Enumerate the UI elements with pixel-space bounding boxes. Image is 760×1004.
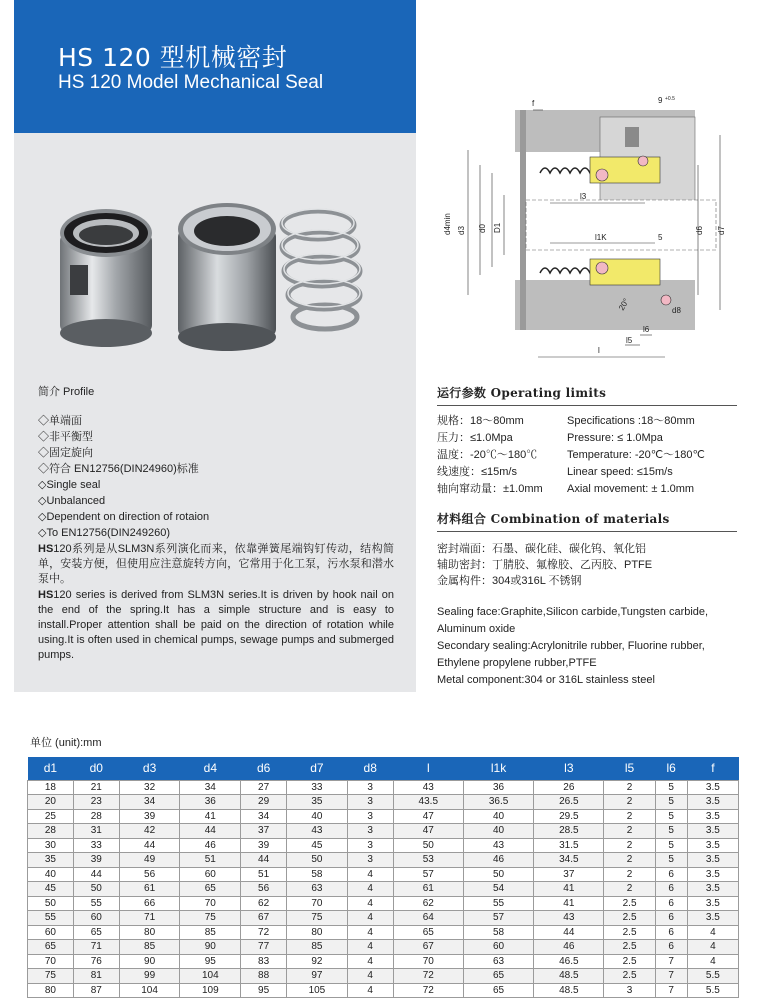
table-cell: 3.5 <box>687 911 738 926</box>
column-header: d4 <box>180 757 241 780</box>
table-cell: 72 <box>241 925 287 940</box>
column-header: l5 <box>604 757 655 780</box>
table-cell: 76 <box>73 954 119 969</box>
table-cell: 2.5 <box>604 925 655 940</box>
table-cell: 60 <box>463 940 533 955</box>
table-row <box>28 795 739 810</box>
table-cell: 39 <box>119 809 180 824</box>
table-cell: 43.5 <box>393 795 463 810</box>
table-cell: 44 <box>73 867 119 882</box>
table-cell: 5 <box>655 853 687 868</box>
material-en: Secondary sealing:Acrylonitrile rubber, Fluorine rubber, Ethylene propylene rubber,PTFE <box>437 640 705 669</box>
table-cell: 4 <box>347 940 393 955</box>
table-cell: 104 <box>180 969 241 984</box>
table-cell: 95 <box>180 954 241 969</box>
table-cell: 36 <box>463 780 533 795</box>
profile-item: ◇单端面 <box>38 415 82 427</box>
table-cell: 87 <box>73 983 119 998</box>
column-header: d3 <box>119 757 180 780</box>
table-cell: 65 <box>463 983 533 998</box>
op-en: Axial movement: ± 1.0mm <box>567 483 695 495</box>
table-cell: 7 <box>655 983 687 998</box>
table-cell: 4 <box>347 867 393 882</box>
label-D1: D1 <box>493 222 502 233</box>
material-en: Sealing face:Graphite,Silicon carbide,Tungsten carbide, Aluminum oxide <box>437 606 709 635</box>
table-cell: 44 <box>180 824 241 839</box>
table-cell: 50 <box>463 867 533 882</box>
table-cell: 27 <box>241 780 287 795</box>
product-photo <box>50 185 370 355</box>
table-cell: 4 <box>347 969 393 984</box>
table-cell: 46 <box>534 940 604 955</box>
profile-item: ◇Unbalanced <box>38 495 106 507</box>
table-cell: 92 <box>287 954 348 969</box>
table-row <box>28 954 739 969</box>
table-cell: 66 <box>119 896 180 911</box>
table-cell: 60 <box>73 911 119 926</box>
label-l6: l6 <box>643 325 650 334</box>
table-cell: 85 <box>287 940 348 955</box>
technical-drawing <box>430 95 730 365</box>
table-cell: 77 <box>241 940 287 955</box>
table-cell: 41 <box>534 896 604 911</box>
profile-item: ◇Dependent on direction of rotaion <box>38 511 210 523</box>
table-cell: 25 <box>28 809 74 824</box>
table-cell: 6 <box>655 896 687 911</box>
table-row <box>28 983 739 998</box>
table-cell: 85 <box>180 925 241 940</box>
table-cell: 71 <box>73 940 119 955</box>
table-cell: 40 <box>28 867 74 882</box>
table-cell: 5.5 <box>687 983 738 998</box>
table-cell: 65 <box>28 940 74 955</box>
profile-item: ◇Single seal <box>38 479 101 491</box>
table-cell: 63 <box>287 882 348 897</box>
table-cell: 20 <box>28 795 74 810</box>
table-cell: 3.5 <box>687 896 738 911</box>
table-cell: 3.5 <box>687 824 738 839</box>
op-cn: 规格：18～80mm <box>437 415 524 427</box>
profile-section <box>38 385 394 663</box>
table-cell: 37 <box>534 867 604 882</box>
label-d7: d7 <box>717 226 726 235</box>
table-cell: 72 <box>393 969 463 984</box>
table-cell: 95 <box>241 983 287 998</box>
desc-en-body: 120 series is derived from SLM3N series.It is driven by hook nail on the end of the spring.It has a simple structure and is easy to install.Proper attention shall be paid on the direction of rotation while using.It is often used in chemical pumps, sewage pumps and submerged pumps. <box>38 589 394 661</box>
table-cell: 2 <box>604 867 655 882</box>
table-cell: 47 <box>393 824 463 839</box>
materials-title: 材料组合 Combination of materials <box>437 510 737 532</box>
table-cell: 3 <box>347 853 393 868</box>
table-cell: 3 <box>347 838 393 853</box>
table-cell: 90 <box>119 954 180 969</box>
table-cell: 48.5 <box>534 983 604 998</box>
table-cell: 3 <box>347 809 393 824</box>
table-cell: 56 <box>241 882 287 897</box>
table-cell: 43 <box>534 911 604 926</box>
table-cell: 2 <box>604 809 655 824</box>
profile-item: ◇固定旋向 <box>38 447 93 459</box>
table-cell: 53 <box>393 853 463 868</box>
op-en: Linear speed: ≤15m/s <box>567 466 673 478</box>
table-cell: 40 <box>463 809 533 824</box>
table-cell: 4 <box>347 954 393 969</box>
table-cell: 4 <box>347 911 393 926</box>
op-cn: 温度：-20℃～180℃ <box>437 449 538 461</box>
table-cell: 2.5 <box>604 954 655 969</box>
table-cell: 29.5 <box>534 809 604 824</box>
label-l5: l5 <box>626 336 633 345</box>
table-row <box>28 853 739 868</box>
table-cell: 5.5 <box>687 969 738 984</box>
table-cell: 61 <box>119 882 180 897</box>
table-cell: 5 <box>655 780 687 795</box>
label-d0: d0 <box>478 224 487 233</box>
desc-cn-lead: HS <box>38 543 54 555</box>
unit-label: 单位 (unit):mm <box>30 737 102 749</box>
table-cell: 6 <box>655 867 687 882</box>
column-header: d1 <box>28 757 74 780</box>
table-cell: 23 <box>73 795 119 810</box>
table-cell: 3.5 <box>687 795 738 810</box>
table-cell: 70 <box>393 954 463 969</box>
column-header: f <box>687 757 738 780</box>
table-cell: 75 <box>287 911 348 926</box>
table-cell: 64 <box>393 911 463 926</box>
table-row <box>28 940 739 955</box>
table-cell: 70 <box>287 896 348 911</box>
table-cell: 28 <box>28 824 74 839</box>
table-cell: 70 <box>28 954 74 969</box>
table-cell: 75 <box>180 911 241 926</box>
table-cell: 5 <box>655 795 687 810</box>
table-cell: 6 <box>655 911 687 926</box>
table-cell: 46 <box>463 853 533 868</box>
table-cell: 43 <box>393 780 463 795</box>
column-header: d6 <box>241 757 287 780</box>
table-cell: 48.5 <box>534 969 604 984</box>
table-cell: 3.5 <box>687 809 738 824</box>
description-english <box>38 588 394 663</box>
table-cell: 4 <box>347 925 393 940</box>
table-cell: 34.5 <box>534 853 604 868</box>
table-row <box>28 780 739 795</box>
table-cell: 55 <box>463 896 533 911</box>
table-cell: 2.5 <box>604 911 655 926</box>
table-cell: 46.5 <box>534 954 604 969</box>
table-cell: 3 <box>347 824 393 839</box>
table-cell: 54 <box>463 882 533 897</box>
material-cn: 金属构件：304或316L 不锈钢 <box>437 575 582 587</box>
table-cell: 56 <box>119 867 180 882</box>
label-l: l <box>598 346 600 355</box>
table-cell: 28.5 <box>534 824 604 839</box>
desc-cn-body: 120系列是从SLM3N系列演化而来，依靠弹簧尾端钩钉传动，结构简单，安装方便，但使用应注意旋转方向，它常用于化工泵，污水泵和潜水泵中。 <box>38 543 394 585</box>
table-cell: 83 <box>241 954 287 969</box>
table-cell: 62 <box>241 896 287 911</box>
table-cell: 65 <box>393 925 463 940</box>
table-cell: 43 <box>287 824 348 839</box>
table-cell: 57 <box>393 867 463 882</box>
column-header: l3 <box>534 757 604 780</box>
table-cell: 37 <box>241 824 287 839</box>
table-cell: 90 <box>180 940 241 955</box>
table-cell: 5 <box>655 838 687 853</box>
table-cell: 44 <box>119 838 180 853</box>
table-cell: 70 <box>180 896 241 911</box>
table-cell: 60 <box>28 925 74 940</box>
label-l3: l3 <box>580 192 587 201</box>
op-en: Specifications :18～80mm <box>567 415 695 427</box>
table-cell: 26 <box>534 780 604 795</box>
table-cell: 60 <box>180 867 241 882</box>
table-cell: 45 <box>287 838 348 853</box>
op-cn: 线速度：≤15m/s <box>437 466 517 478</box>
table-cell: 105 <box>287 983 348 998</box>
table-cell: 31 <box>73 824 119 839</box>
label-d6: d6 <box>695 226 704 235</box>
table-cell: 3.5 <box>687 853 738 868</box>
table-cell: 50 <box>287 853 348 868</box>
op-cn: 轴向窜动量：±1.0mm <box>437 483 543 495</box>
table-cell: 4 <box>347 896 393 911</box>
label-l1k: l1K <box>595 233 607 242</box>
table-cell: 6 <box>655 925 687 940</box>
table-cell: 75 <box>28 969 74 984</box>
table-cell: 4 <box>687 925 738 940</box>
table-cell: 3 <box>347 795 393 810</box>
table-cell: 41 <box>534 882 604 897</box>
table-cell: 5 <box>655 824 687 839</box>
profile-item: ◇To EN12756(DIN249260) <box>38 527 170 539</box>
table-cell: 2 <box>604 882 655 897</box>
table-cell: 3.5 <box>687 838 738 853</box>
table-cell: 99 <box>119 969 180 984</box>
column-header: d0 <box>73 757 119 780</box>
table-row <box>28 882 739 897</box>
table-cell: 4 <box>687 954 738 969</box>
table-row <box>28 925 739 940</box>
material-en: Metal component:304 or 316L stainless steel <box>437 674 655 686</box>
table-cell: 57 <box>463 911 533 926</box>
table-cell: 33 <box>73 838 119 853</box>
table-cell: 81 <box>73 969 119 984</box>
table-cell: 42 <box>119 824 180 839</box>
seat-ring-image <box>60 209 152 347</box>
title-english: HS 120 Model Mechanical Seal <box>58 72 324 93</box>
label-d4min: d4min <box>443 213 452 235</box>
table-cell: 88 <box>241 969 287 984</box>
column-header: d8 <box>347 757 393 780</box>
table-cell: 2.5 <box>604 940 655 955</box>
table-cell: 40 <box>463 824 533 839</box>
table-cell: 26.5 <box>534 795 604 810</box>
table-cell: 34 <box>119 795 180 810</box>
op-cn: 压力：≤1.0Mpa <box>437 432 513 444</box>
table-cell: 46 <box>180 838 241 853</box>
table-cell: 49 <box>119 853 180 868</box>
table-cell: 71 <box>119 911 180 926</box>
table-cell: 33 <box>287 780 348 795</box>
table-cell: 3.5 <box>687 867 738 882</box>
materials-en-list <box>437 604 737 689</box>
table-cell: 7 <box>655 954 687 969</box>
table-cell: 29 <box>241 795 287 810</box>
table-cell: 2 <box>604 824 655 839</box>
column-header: l1k <box>463 757 533 780</box>
table-cell: 45 <box>28 882 74 897</box>
title-banner <box>14 0 416 133</box>
label-d3: d3 <box>457 226 466 235</box>
table-cell: 34 <box>241 809 287 824</box>
table-cell: 62 <box>393 896 463 911</box>
description-chinese <box>38 542 394 587</box>
table-cell: 4 <box>687 940 738 955</box>
label-five: 5 <box>658 233 663 242</box>
table-cell: 80 <box>28 983 74 998</box>
profile-item: ◇非平衡型 <box>38 431 93 443</box>
specs-column <box>437 384 737 689</box>
table-cell: 61 <box>393 882 463 897</box>
table-cell: 65 <box>73 925 119 940</box>
table-body <box>28 780 739 998</box>
table-cell: 39 <box>241 838 287 853</box>
table-row <box>28 911 739 926</box>
table-cell: 2 <box>604 853 655 868</box>
table-cell: 18 <box>28 780 74 795</box>
column-header: l <box>393 757 463 780</box>
table-cell: 97 <box>287 969 348 984</box>
table-row <box>28 824 739 839</box>
label-angle: 20° <box>616 297 631 312</box>
table-cell: 50 <box>28 896 74 911</box>
table-header-row <box>28 757 739 780</box>
table-cell: 40 <box>287 809 348 824</box>
table-cell: 5 <box>655 809 687 824</box>
op-en: Pressure: ≤ 1.0Mpa <box>567 432 663 444</box>
label-f: f <box>532 99 535 108</box>
table-row <box>28 969 739 984</box>
table-cell: 7 <box>655 969 687 984</box>
table-cell: 55 <box>28 911 74 926</box>
table-cell: 6 <box>655 882 687 897</box>
column-header: l6 <box>655 757 687 780</box>
table-cell: 39 <box>73 853 119 868</box>
table-cell: 32 <box>119 780 180 795</box>
spring-image <box>282 211 360 329</box>
table-cell: 44 <box>534 925 604 940</box>
table-cell: 67 <box>393 940 463 955</box>
table-cell: 3 <box>347 780 393 795</box>
table-cell: 36.5 <box>463 795 533 810</box>
table-cell: 109 <box>180 983 241 998</box>
table-cell: 2.5 <box>604 969 655 984</box>
table-cell: 85 <box>119 940 180 955</box>
table-cell: 2 <box>604 795 655 810</box>
table-cell: 2 <box>604 838 655 853</box>
column-header: d7 <box>287 757 348 780</box>
table-cell: 72 <box>393 983 463 998</box>
table-cell: 35 <box>28 853 74 868</box>
material-cn: 密封端面：石墨、碳化硅、碳化钨、氧化铝 <box>437 543 646 555</box>
table-cell: 2.5 <box>604 896 655 911</box>
operating-limits-grid <box>437 415 737 496</box>
table-cell: 51 <box>180 853 241 868</box>
table-cell: 58 <box>287 867 348 882</box>
table-row <box>28 809 739 824</box>
table-row <box>28 896 739 911</box>
table-cell: 2 <box>604 780 655 795</box>
table-cell: 4 <box>347 882 393 897</box>
label-nine-tolerance: +0.5 <box>665 96 675 102</box>
table-cell: 67 <box>241 911 287 926</box>
table-cell: 58 <box>463 925 533 940</box>
table-cell: 6 <box>655 940 687 955</box>
table-cell: 80 <box>287 925 348 940</box>
table-cell: 28 <box>73 809 119 824</box>
table-cell: 44 <box>241 853 287 868</box>
table-cell: 31.5 <box>534 838 604 853</box>
table-cell: 104 <box>119 983 180 998</box>
table-row <box>28 867 739 882</box>
table-cell: 65 <box>463 969 533 984</box>
table-cell: 50 <box>393 838 463 853</box>
desc-en-lead: HS <box>38 589 54 601</box>
table-cell: 3.5 <box>687 882 738 897</box>
dimensions-table <box>27 757 739 998</box>
op-en: Temperature: -20℃～180℃ <box>567 449 705 461</box>
table-cell: 55 <box>73 896 119 911</box>
table-cell: 34 <box>180 780 241 795</box>
table-cell: 80 <box>119 925 180 940</box>
operating-limits-title: 运行参数 Operating limits <box>437 384 737 406</box>
table-cell: 41 <box>180 809 241 824</box>
materials-cn-list <box>437 541 737 589</box>
table-cell: 30 <box>28 838 74 853</box>
table-cell: 65 <box>180 882 241 897</box>
table-cell: 3 <box>604 983 655 998</box>
table-row <box>28 838 739 853</box>
table-cell: 63 <box>463 954 533 969</box>
label-d8: d8 <box>672 306 681 315</box>
table-cell: 36 <box>180 795 241 810</box>
profile-heading: 简介 Profile <box>38 386 95 398</box>
table-cell: 47 <box>393 809 463 824</box>
table-cell: 51 <box>241 867 287 882</box>
table-cell: 3.5 <box>687 780 738 795</box>
profile-item: ◇符合 EN12756(DIN24960)标准 <box>38 463 199 475</box>
label-nine: 9 <box>658 96 663 105</box>
table-cell: 21 <box>73 780 119 795</box>
title-chinese: HS 120 型机械密封 <box>58 43 288 72</box>
table-cell: 35 <box>287 795 348 810</box>
table-cell: 4 <box>347 983 393 998</box>
table-cell: 50 <box>73 882 119 897</box>
rotating-ring-image <box>178 203 276 351</box>
material-cn: 辅助密封：丁腈胶、氟橡胶、乙丙胶、PTFE <box>437 559 653 571</box>
table-cell: 43 <box>463 838 533 853</box>
